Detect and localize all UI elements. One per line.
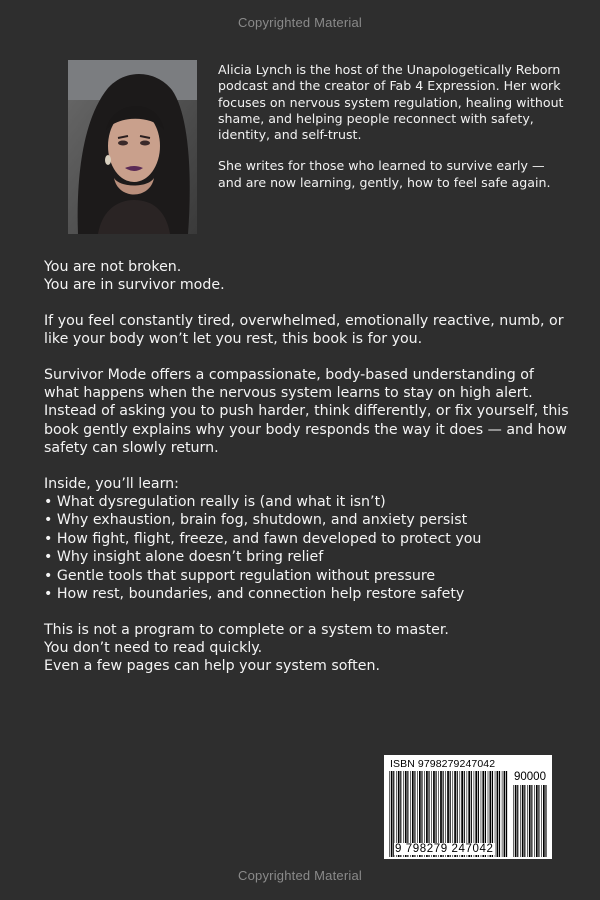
blurb-opening <box>44 258 569 295</box>
list-item: • Gentle tools that support regulation without pressure <box>44 567 569 585</box>
price-code: 90000 <box>514 771 546 783</box>
copyright-watermark-bottom: Copyrighted Material <box>238 868 362 883</box>
isbn-barcode <box>384 755 552 859</box>
list-item: • How fight, flight, freeze, and fawn developed to protect you <box>44 530 569 548</box>
isbn-label: ISBN 9798279247042 <box>390 758 496 770</box>
list-item: • Why insight alone doesn’t bring relief <box>44 548 569 566</box>
author-bio-paragraph: Alicia Lynch is the host of the Unapologetically Reborn podcast and the creator of Fab 4 Expression. Her work focuses on nervous system regulation, healing without shame, and helping people reconnect with safety, identity, and self-trust. <box>218 62 564 143</box>
blurb-line: You are not broken. <box>44 259 182 275</box>
blurb-line: You are in survivor mode. <box>44 277 225 294</box>
author-bio <box>218 62 568 206</box>
barcode-number: 9 798279 247042 <box>395 843 494 855</box>
blurb-line: Even a few pages can help your system soften. <box>44 658 380 675</box>
author-photo <box>68 60 197 234</box>
addon-barcode-bars <box>512 785 549 857</box>
copyright-watermark-top: Copyrighted Material <box>238 15 362 30</box>
list-item: • How rest, boundaries, and connection help restore safety <box>44 585 569 603</box>
blurb-line: You don’t need to read quickly. <box>44 639 263 656</box>
author-bio-paragraph: She writes for those who learned to survive early — and are now learning, gently, how to feel safe again. <box>218 158 551 190</box>
blurb-closing <box>44 621 569 676</box>
blurb-paragraph: Survivor Mode offers a compassionate, body-based understanding of what happens when the nervous system learns to stay on high alert. Instead of asking you to push harder, think differently, or fix yourself, this book gently explains why your body responds the way it does — and how safety can slowly return. <box>44 366 569 457</box>
blurb-line: This is not a program to complete or a system to master. <box>44 621 449 638</box>
blurb-paragraph: If you feel constantly tired, overwhelmed, emotionally reactive, numb, or like your body won’t let you rest, this book is for you. <box>44 312 564 348</box>
list-item: • Why exhaustion, brain fog, shutdown, and anxiety persist <box>44 511 569 529</box>
list-item: • What dysregulation really is (and what it isn’t) <box>44 493 569 511</box>
back-cover-blurb <box>44 258 569 676</box>
learning-list <box>44 493 569 603</box>
inside-heading: Inside, you’ll learn: <box>44 475 179 492</box>
